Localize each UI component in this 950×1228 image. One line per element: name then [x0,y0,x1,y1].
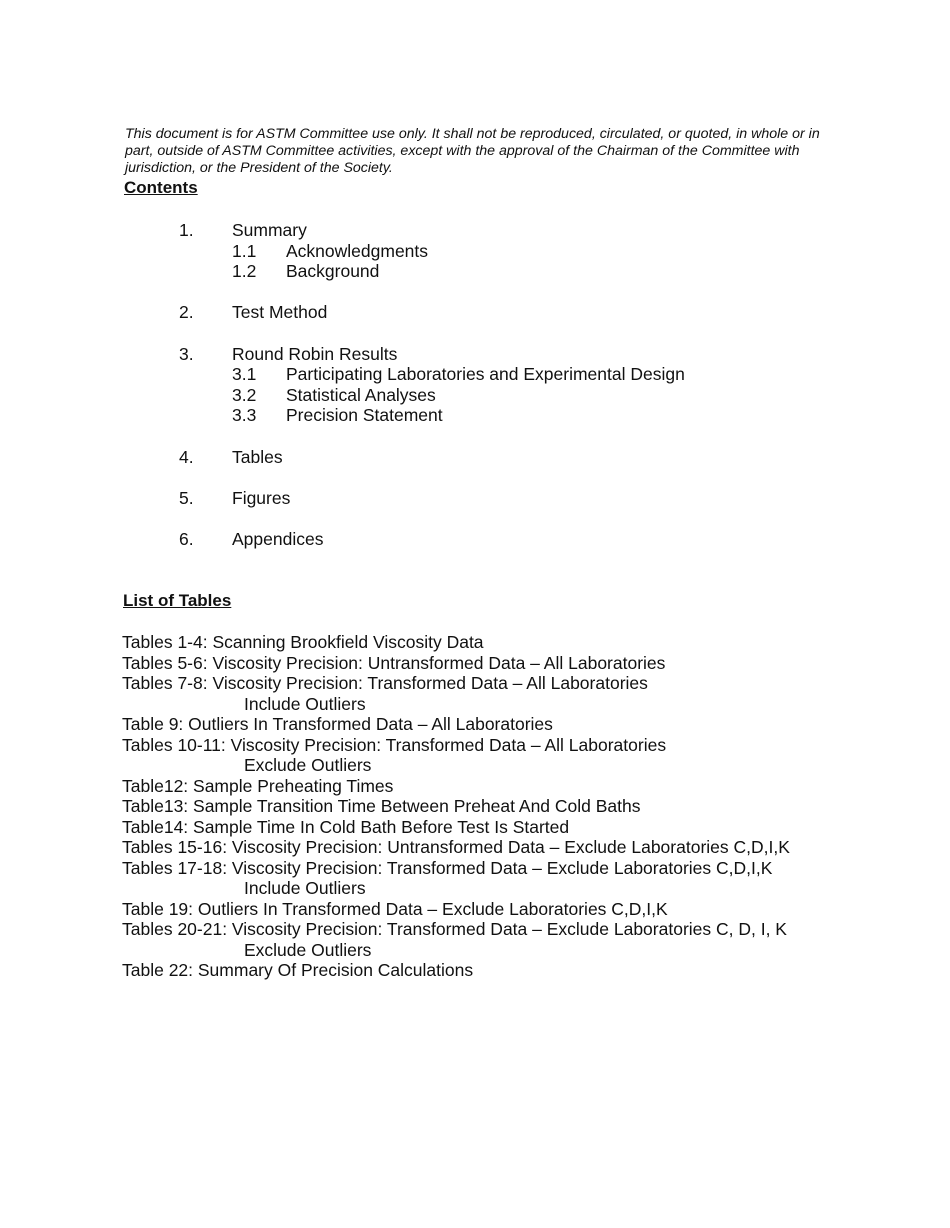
table-list-item: Tables 5-6: Viscosity Precision: Untransformed Data – All Laboratories [122,652,666,673]
toc-section-label: Test Method [232,302,328,323]
table-list-item: Table 19: Outliers In Transformed Data – Exclude Laboratories C,D,I,K [122,898,668,919]
table-list-item: Table 22: Summary Of Precision Calculations [122,960,474,980]
table-list-item: Tables 10-11: Viscosity Precision: Transformed Data – All Laboratories [122,734,667,755]
toc-subsection-label: Participating Laboratories and Experimental Design [286,364,685,385]
toc-section-label: Summary [232,220,307,240]
list-of-tables-heading: List of Tables [123,591,232,610]
list-of-tables [122,632,882,981]
confidentiality-notice: This document is for ASTM Committee use only. It shall not be reproduced, circulated, or quoted, in whole or in part, outside of ASTM Committee activities, except with the approval of the Chairman of the Committee with jurisdiction, or the President of the Society. [125,126,820,176]
toc-subsection-label: Statistical Analyses [286,384,436,405]
toc-section-label: Round Robin Results [232,343,398,364]
toc-subsection-label: Acknowledgments [286,240,429,261]
toc-section-number: 4. [179,446,194,467]
contents-heading: Contents [124,178,198,197]
toc-section-number: 3. [179,343,194,364]
table-list-item: Table12: Sample Preheating Times [122,775,394,796]
toc-subsection-number: 1.1 [232,240,257,261]
table-list-item: Tables 17-18: Viscosity Precision: Transformed Data – Exclude Laboratories C,D,I,K [122,857,773,878]
toc-section-label: Appendices [232,529,324,549]
toc-section-number: 2. [179,302,194,323]
toc-subsection-label: Background [286,261,380,282]
table-list-item: Tables 7-8: Viscosity Precision: Transformed Data – All Laboratories [122,673,648,693]
table-list-item: Table14: Sample Time In Cold Bath Before Test Is Started [122,816,570,837]
table-list-item: Table 9: Outliers In Transformed Data – All Laboratories [122,714,553,734]
table-list-item-continuation: Exclude Outliers [244,939,372,960]
table-list-item-continuation: Include Outliers [244,878,366,898]
table-list-item-continuation: Exclude Outliers [244,755,372,775]
table-list-item: Tables 15-16: Viscosity Precision: Untransformed Data – Exclude Laboratories C,D,I,K [122,837,790,857]
toc-section-label: Figures [232,487,291,508]
toc-subsection-number: 3.3 [232,405,257,426]
table-list-item: Tables 1-4: Scanning Brookfield Viscosity Data [122,632,484,652]
table-list-item: Tables 20-21: Viscosity Precision: Transformed Data – Exclude Laboratories C, D, I, K [122,919,787,939]
toc-subsection-label: Precision Statement [286,405,443,426]
toc-section-number: 6. [179,529,194,549]
toc-subsection-number: 3.1 [232,364,257,385]
toc-subsection-number: 1.2 [232,261,257,282]
toc-section-label: Tables [232,446,283,467]
toc-subsection-number: 3.2 [232,384,257,405]
toc-section-number: 1. [179,220,194,240]
table-list-item: Table13: Sample Transition Time Between Preheat And Cold Baths [122,796,641,816]
table-list-item-continuation: Include Outliers [244,693,366,714]
toc-section-number: 5. [179,487,194,508]
